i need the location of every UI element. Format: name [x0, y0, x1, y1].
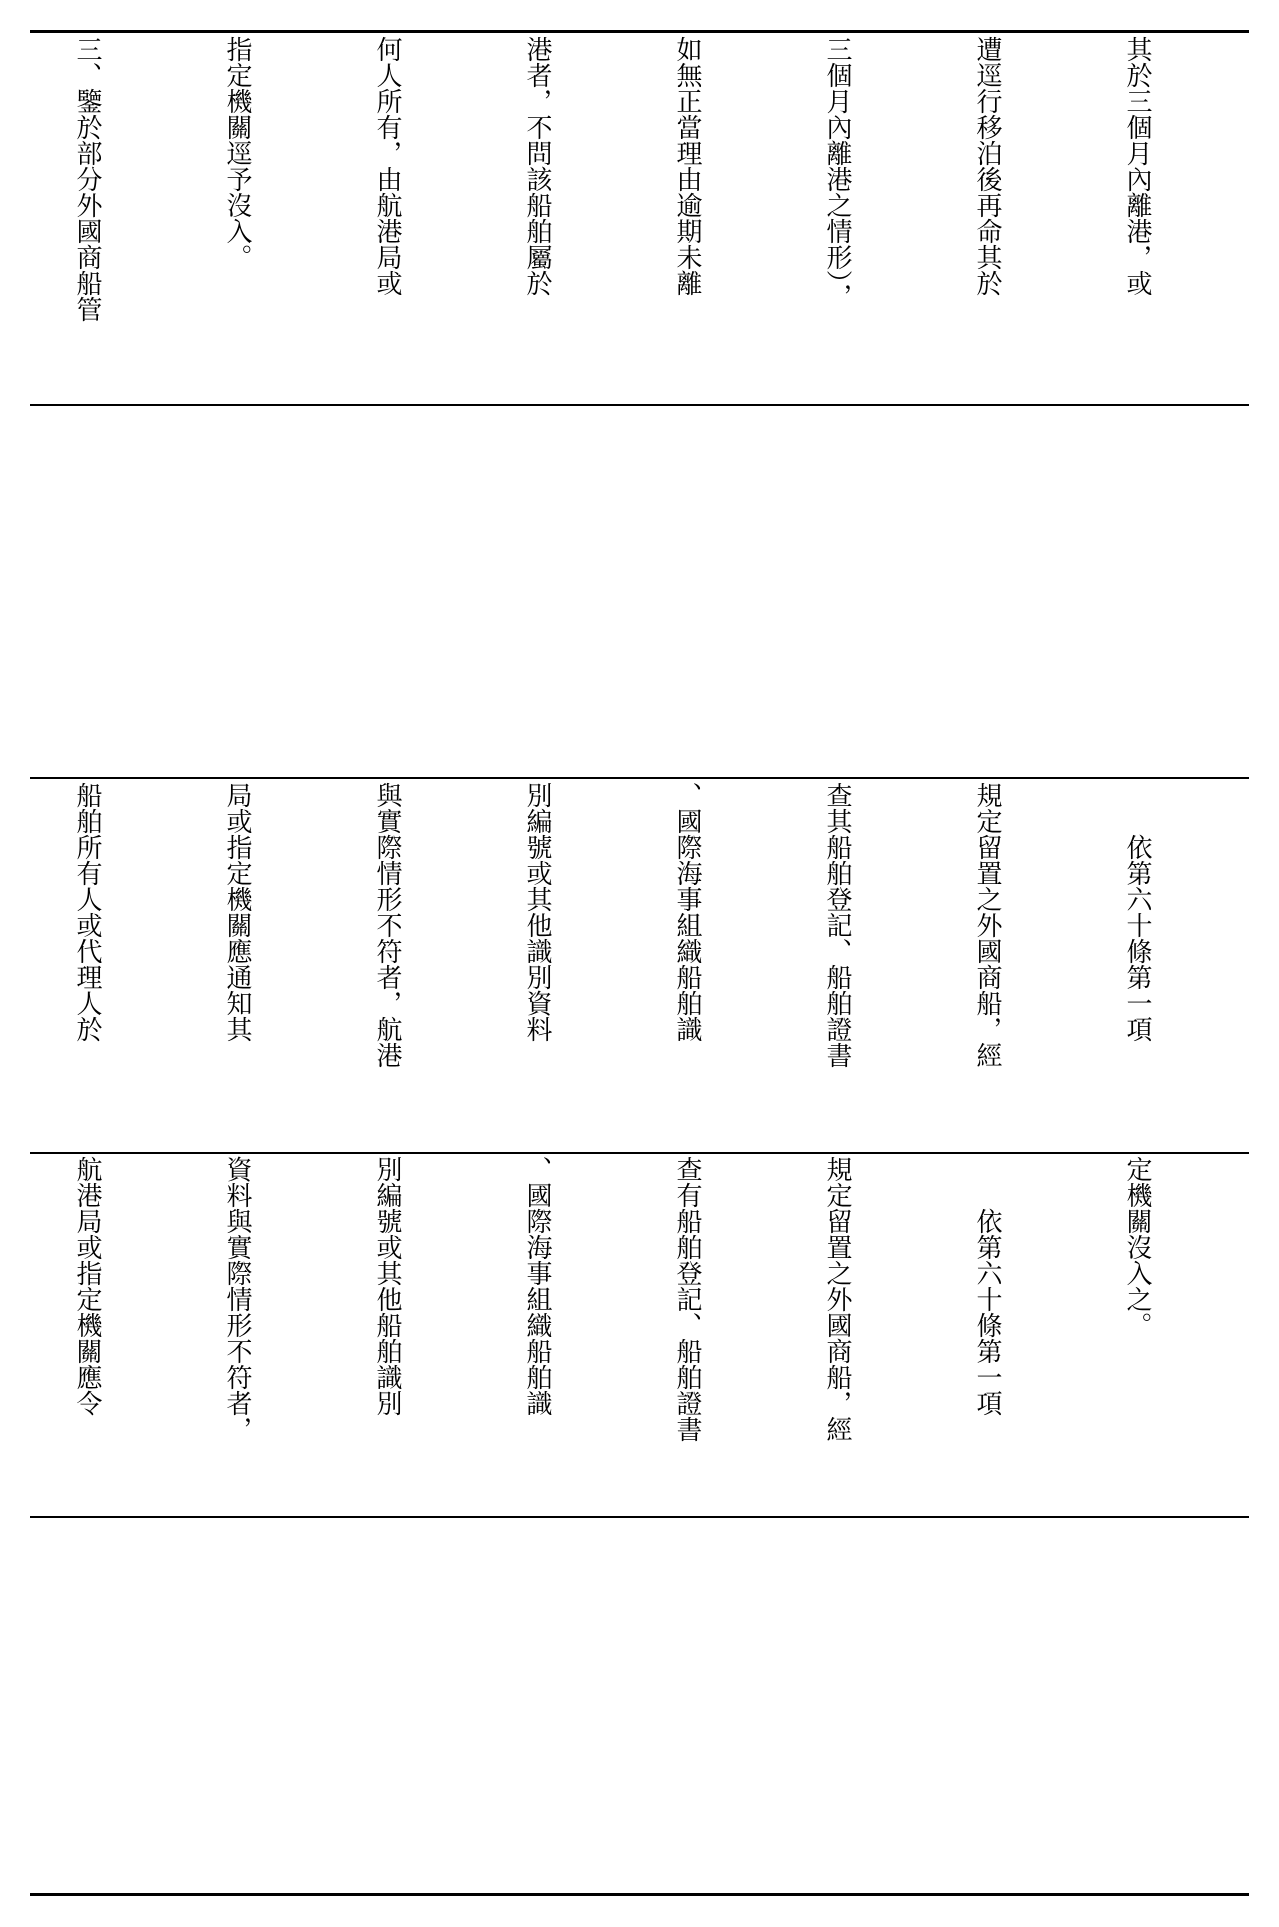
text-line: 依第六十條第一項: [1122, 782, 1152, 1042]
text-line: 別編號或其他識別資料: [522, 782, 552, 1042]
text-line: 何人所有，由航港局或: [372, 36, 402, 296]
text-line: 航港局或指定機關應令: [72, 1156, 102, 1416]
text-line: 查有船舶登記、船舶證書: [672, 1156, 702, 1442]
text-line: 資料與實際情形不符者，: [222, 1156, 252, 1442]
top-rule: [30, 30, 1249, 33]
bottom-middle-column: [30, 782, 1262, 1148]
text-line: 與實際情形不符者，航港: [372, 782, 402, 1068]
text-line: 規定留置之外國商船，經: [972, 782, 1002, 1068]
text-line: 查其船舶登記、船舶證書: [822, 782, 852, 1068]
section-rule: [30, 1516, 1249, 1518]
text-line: 、國際海事組織船舶識: [522, 1156, 552, 1416]
text-line: 三個月內離港之情形），: [822, 36, 852, 309]
text-line: 船舶所有人或代理人於: [72, 782, 102, 1042]
text-line: 指定機關逕予沒入。: [222, 36, 252, 270]
text-line: 別編號或其他船舶識別: [372, 1156, 402, 1416]
text-line: 定機關沒入之。: [1122, 1156, 1152, 1338]
bottom-left-column: [30, 1156, 1262, 1512]
text-line: 港者，不問該船舶屬於: [522, 36, 552, 296]
mid-rule-bottom: [30, 1152, 1249, 1154]
text-line: 局或指定機關應通知其: [222, 782, 252, 1042]
mid-rule-lower: [30, 777, 1249, 779]
mid-rule-upper: [30, 404, 1249, 406]
text-line: 依第六十條第一項: [972, 1156, 1002, 1416]
text-line: 三、鑒於部分外國商船管: [72, 36, 102, 322]
text-line: 遭逕行移泊後再命其於: [972, 36, 1002, 296]
text-line: 其於三個月內離港，或: [1122, 36, 1152, 296]
text-line: 如無正當理由逾期未離: [672, 36, 702, 296]
text-line: 、國際海事組織船舶識: [672, 782, 702, 1042]
text-line: 規定留置之外國商船，經: [822, 1156, 852, 1442]
bottom-rule: [30, 1893, 1249, 1896]
top-right-column: [30, 36, 1262, 402]
